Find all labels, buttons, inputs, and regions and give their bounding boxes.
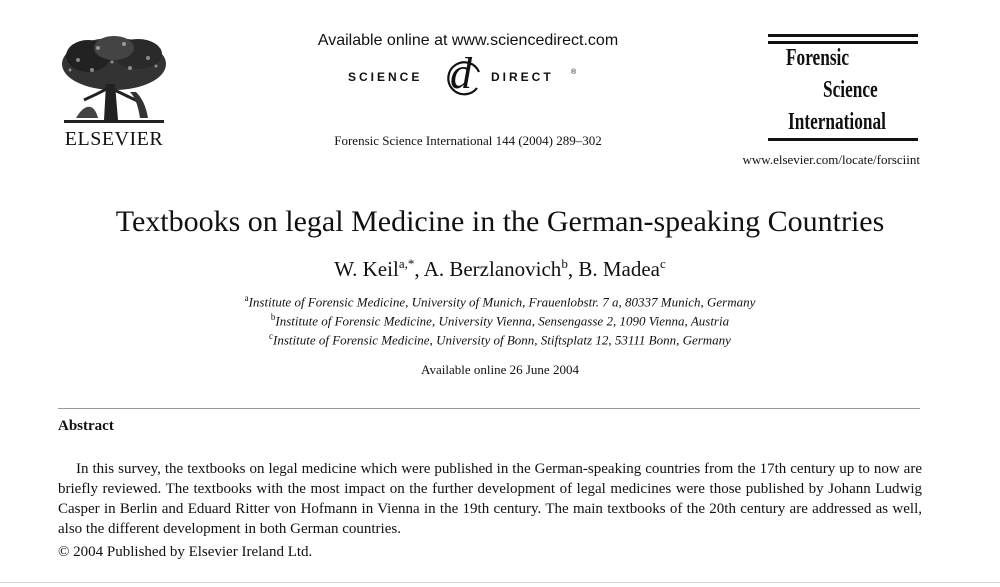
publisher-name: ELSEVIER xyxy=(64,128,164,150)
author-affiliation-mark[interactable]: b xyxy=(561,256,568,271)
page-bottom-edge xyxy=(0,582,1000,583)
logo-rule-top xyxy=(768,34,918,37)
sd-logo-mark: ® xyxy=(571,69,577,76)
journal-reference: Forensic Science International 144 (2004) 289–302 xyxy=(334,133,602,148)
affiliation-mark: a xyxy=(244,293,249,303)
author-name: B. Madea xyxy=(578,257,660,281)
logo-rule-second xyxy=(768,41,918,44)
author-affiliation-mark[interactable]: a,* xyxy=(398,256,415,271)
affiliation xyxy=(40,312,960,329)
copyright-notice: © 2004 Published by Elsevier Ireland Ltd. xyxy=(58,544,313,560)
abstract-paragraph: In this survey, the textbooks on legal medicine which were published in the German-speaking countries from the 17th century up to now are briefly reviewed. The textbooks with the most impact on the further development of legal medicines were those published by Johann Ludwig Casper in Berlin and Eduard Ritter von Hofmann in Vienna in the 19th century. The main textbooks of the 20th century are addressed as well, also the different development in both German countries. xyxy=(58,461,922,537)
sd-logo-left: SCIENCE xyxy=(348,70,423,84)
affiliation-text: Institute of Forensic Medicine, University of Bonn, Stiftsplatz 12, 53111 Bonn, Germany xyxy=(273,332,731,348)
journal-logo-word-2: Science xyxy=(823,77,878,103)
elsevier-tree-icon xyxy=(58,34,170,126)
author-affiliation-mark[interactable]: c xyxy=(659,256,666,271)
abstract-heading: Abstract xyxy=(58,418,114,434)
affiliation-text: Institute of Forensic Medicine, University Vienna, Sensengasse 2, 1090 Vienna, Austria xyxy=(275,313,730,329)
sd-at-circle-icon xyxy=(444,58,484,98)
author-list: W. Keil$^{a,*}$, A. Berzlanovich$^b$, B. Madea$^c$ xyxy=(334,256,666,281)
affiliation-mark: b xyxy=(270,312,276,322)
journal-logo xyxy=(768,34,918,144)
available-online-date: Available online 26 June 2004 xyxy=(421,362,579,377)
journal-url[interactable]: www.elsevier.com/locate/forsciint xyxy=(742,152,920,167)
journal-logo-word-1: Forensic xyxy=(786,45,850,71)
sd-logo-at: d xyxy=(450,49,472,98)
author-name: A. Berzlanovich xyxy=(423,257,562,281)
affiliation xyxy=(40,331,960,348)
affiliation-text: Institute of Forensic Medicine, University of Munich, Frauenlobstr. 7 a, 80337 Munich, Germany xyxy=(248,294,756,310)
affiliation xyxy=(40,293,960,310)
logo-rule-bottom xyxy=(768,138,918,141)
journal-logo-word-3: International xyxy=(788,109,886,135)
elsevier-logo xyxy=(58,34,170,154)
available-online-url[interactable]: Available online at www.sciencedirect.com xyxy=(317,32,619,49)
author-name: W. Keil xyxy=(334,257,399,281)
section-divider xyxy=(58,408,920,409)
abstract-body xyxy=(58,459,922,539)
affiliation-mark: c xyxy=(269,331,274,341)
article-title: Textbooks on legal Medicine in the German-speaking Countries xyxy=(115,205,885,238)
sd-logo-right: DIRECT xyxy=(491,70,554,84)
sciencedirect-logo xyxy=(338,49,598,98)
